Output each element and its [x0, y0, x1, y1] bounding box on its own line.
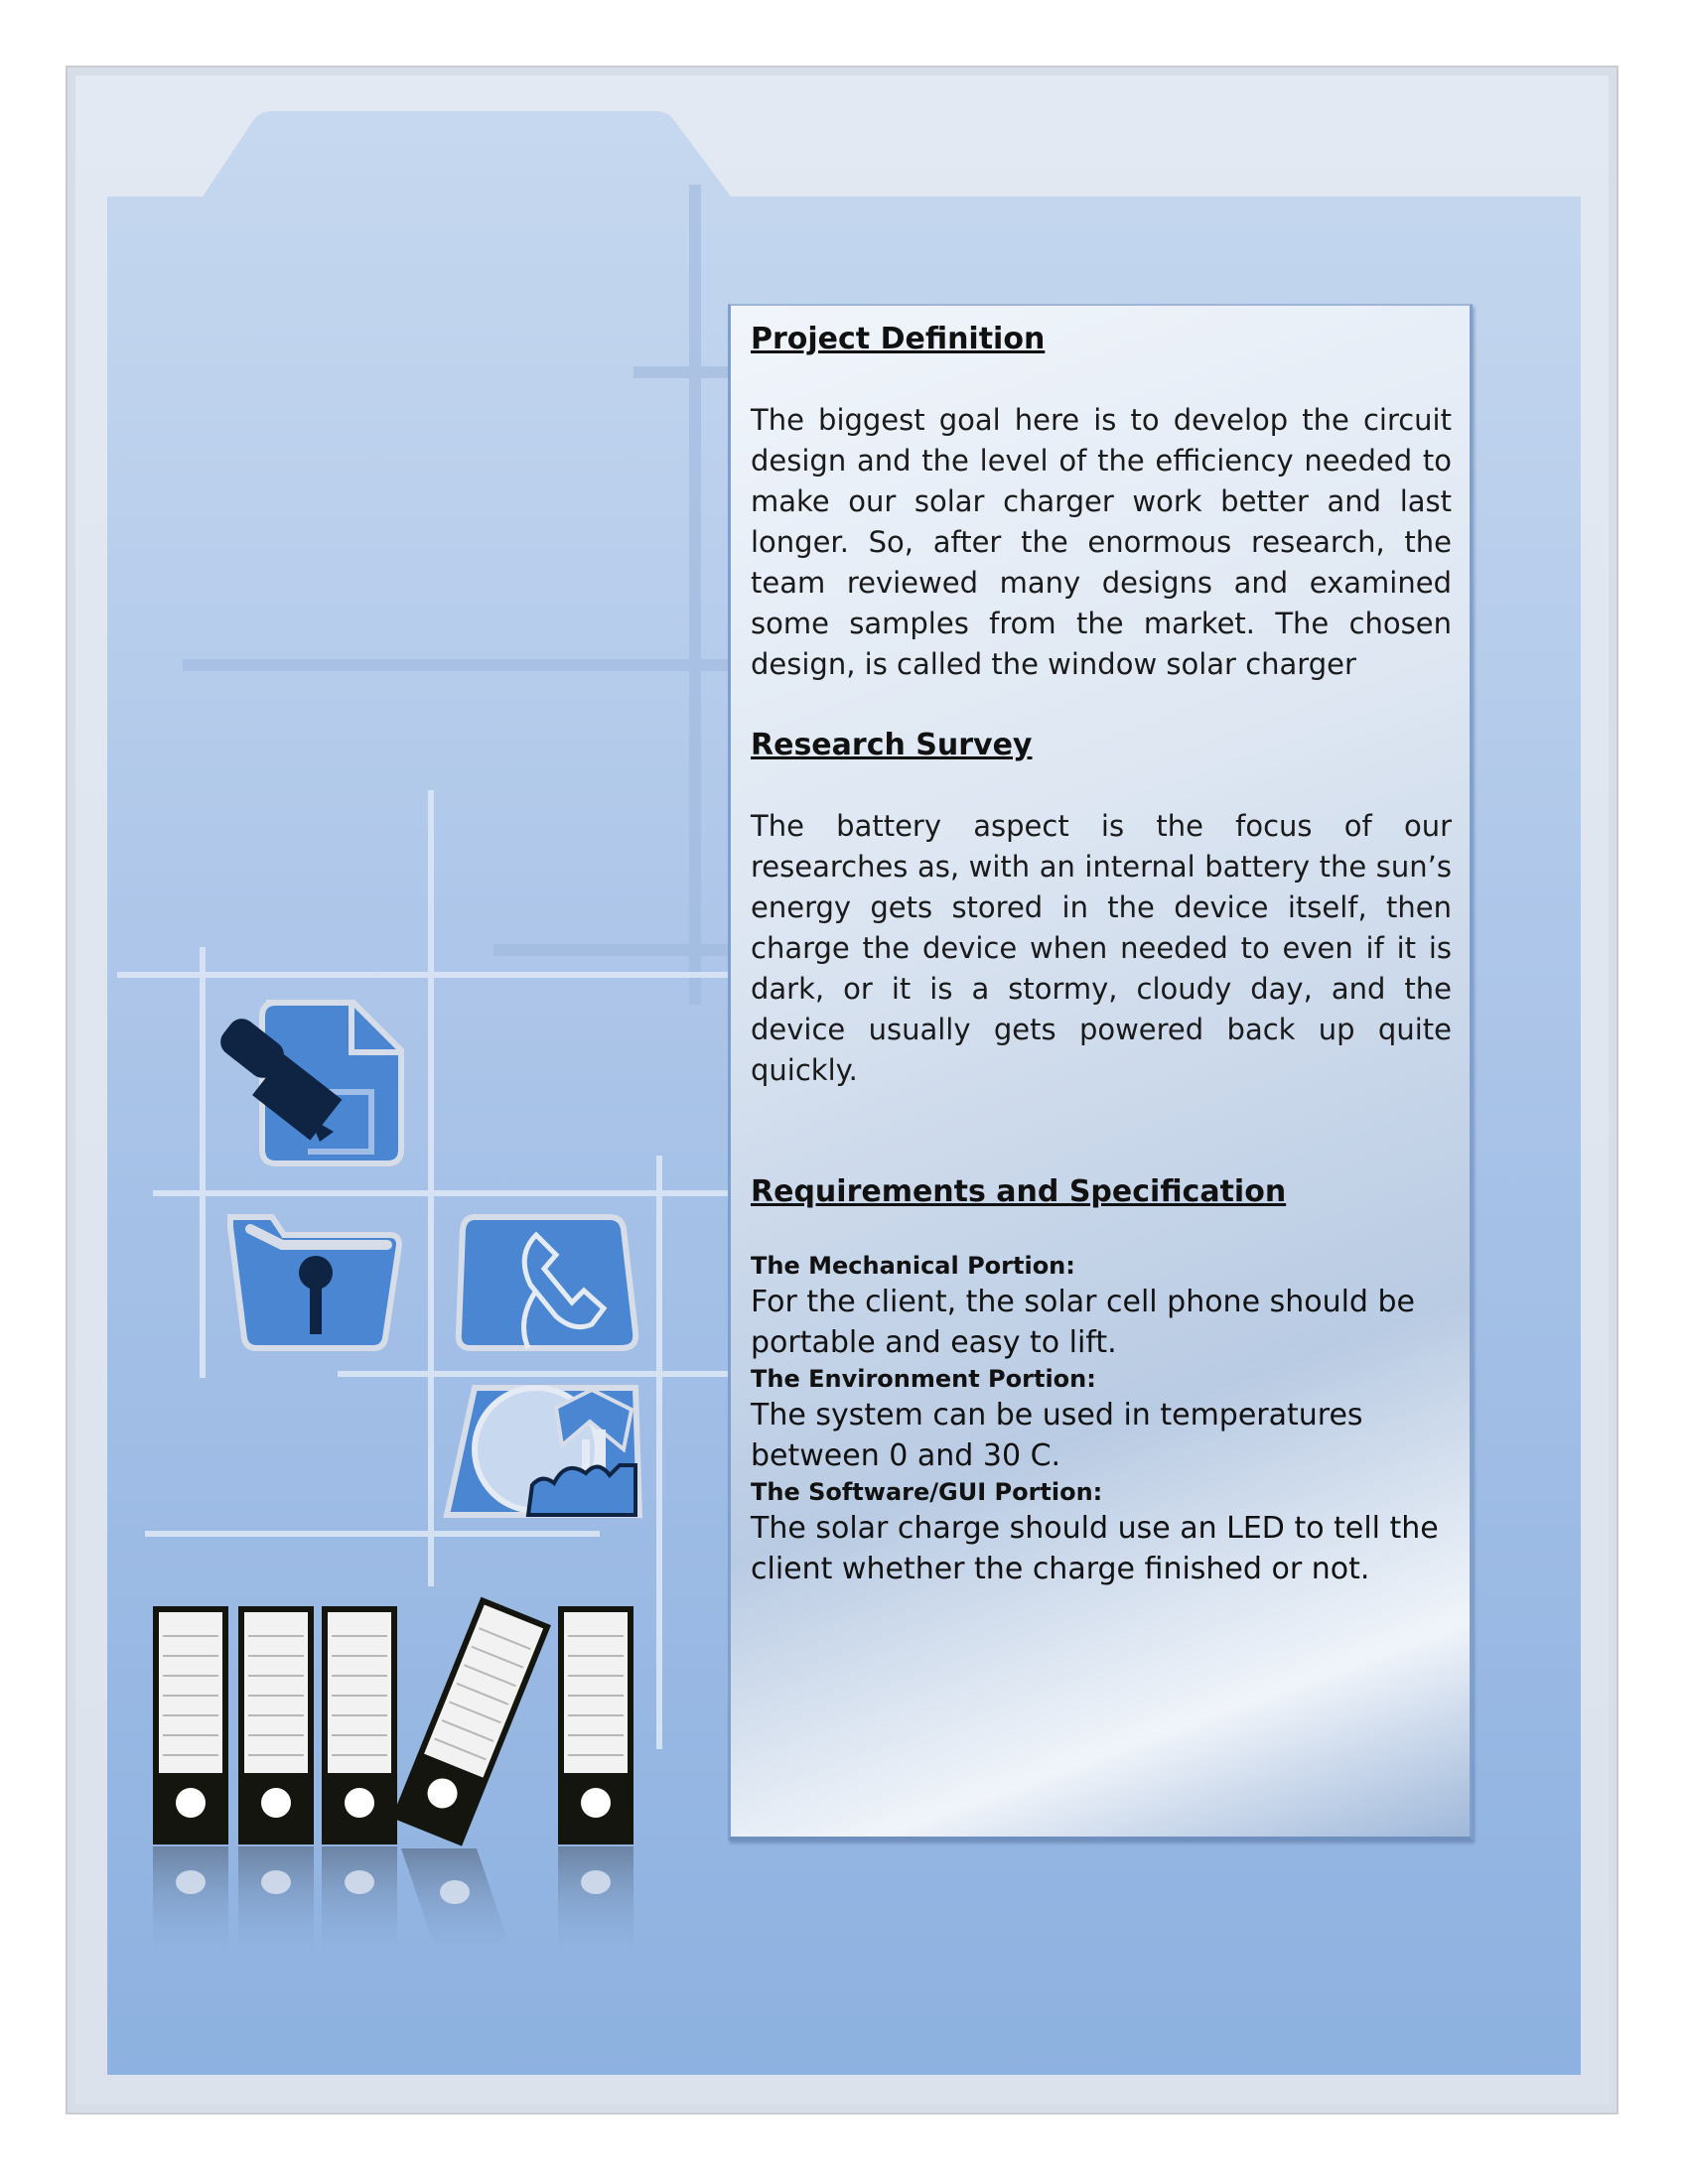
- phone-icon: [459, 1217, 635, 1348]
- project-definition-heading: Project Definition: [751, 322, 1046, 356]
- requirement-item: [751, 1476, 1452, 1589]
- requirement-item: [751, 1363, 1452, 1476]
- content-panel: [728, 304, 1473, 1841]
- research-survey-text: The battery aspect is the focus of our researches as, with an internal battery the sun’s energy gets stored in the device itself, then charge the device when needed to even if it is dark, or it is a stormy, cloudy day, and the device usually gets powered back up quite quickly.: [751, 809, 1452, 1087]
- requirements-heading: Requirements and Specification: [751, 1174, 1287, 1209]
- binders-illustration: [153, 1597, 633, 1966]
- panel-content: [751, 320, 1452, 1589]
- requirement-text: The solar charge should use an LED to tell the client whether the charge finished or not.: [751, 1511, 1439, 1586]
- research-survey-heading: Research Survey: [751, 728, 1033, 762]
- requirement-label: The Mechanical Portion:: [751, 1252, 1075, 1280]
- factory-icon: [447, 1388, 639, 1515]
- requirement-label: The Software/GUI Portion:: [751, 1478, 1103, 1506]
- requirement-item: [751, 1250, 1452, 1363]
- project-definition-text: The biggest goal here is to develop the circuit design and the level of the efficiency needed to make our solar charger work better and last longer. So, after the enormous research, the team reviewed many designs and examined some samples from the market. The chosen design, is called the window solar charger: [751, 403, 1452, 681]
- requirement-text: The system can be used in temperatures between 0 and 30 C.: [751, 1398, 1363, 1473]
- requirement-label: The Environment Portion:: [751, 1365, 1096, 1393]
- requirement-text: For the client, the solar cell phone should be portable and easy to lift.: [751, 1285, 1415, 1360]
- folder-lock-icon: [230, 1217, 399, 1348]
